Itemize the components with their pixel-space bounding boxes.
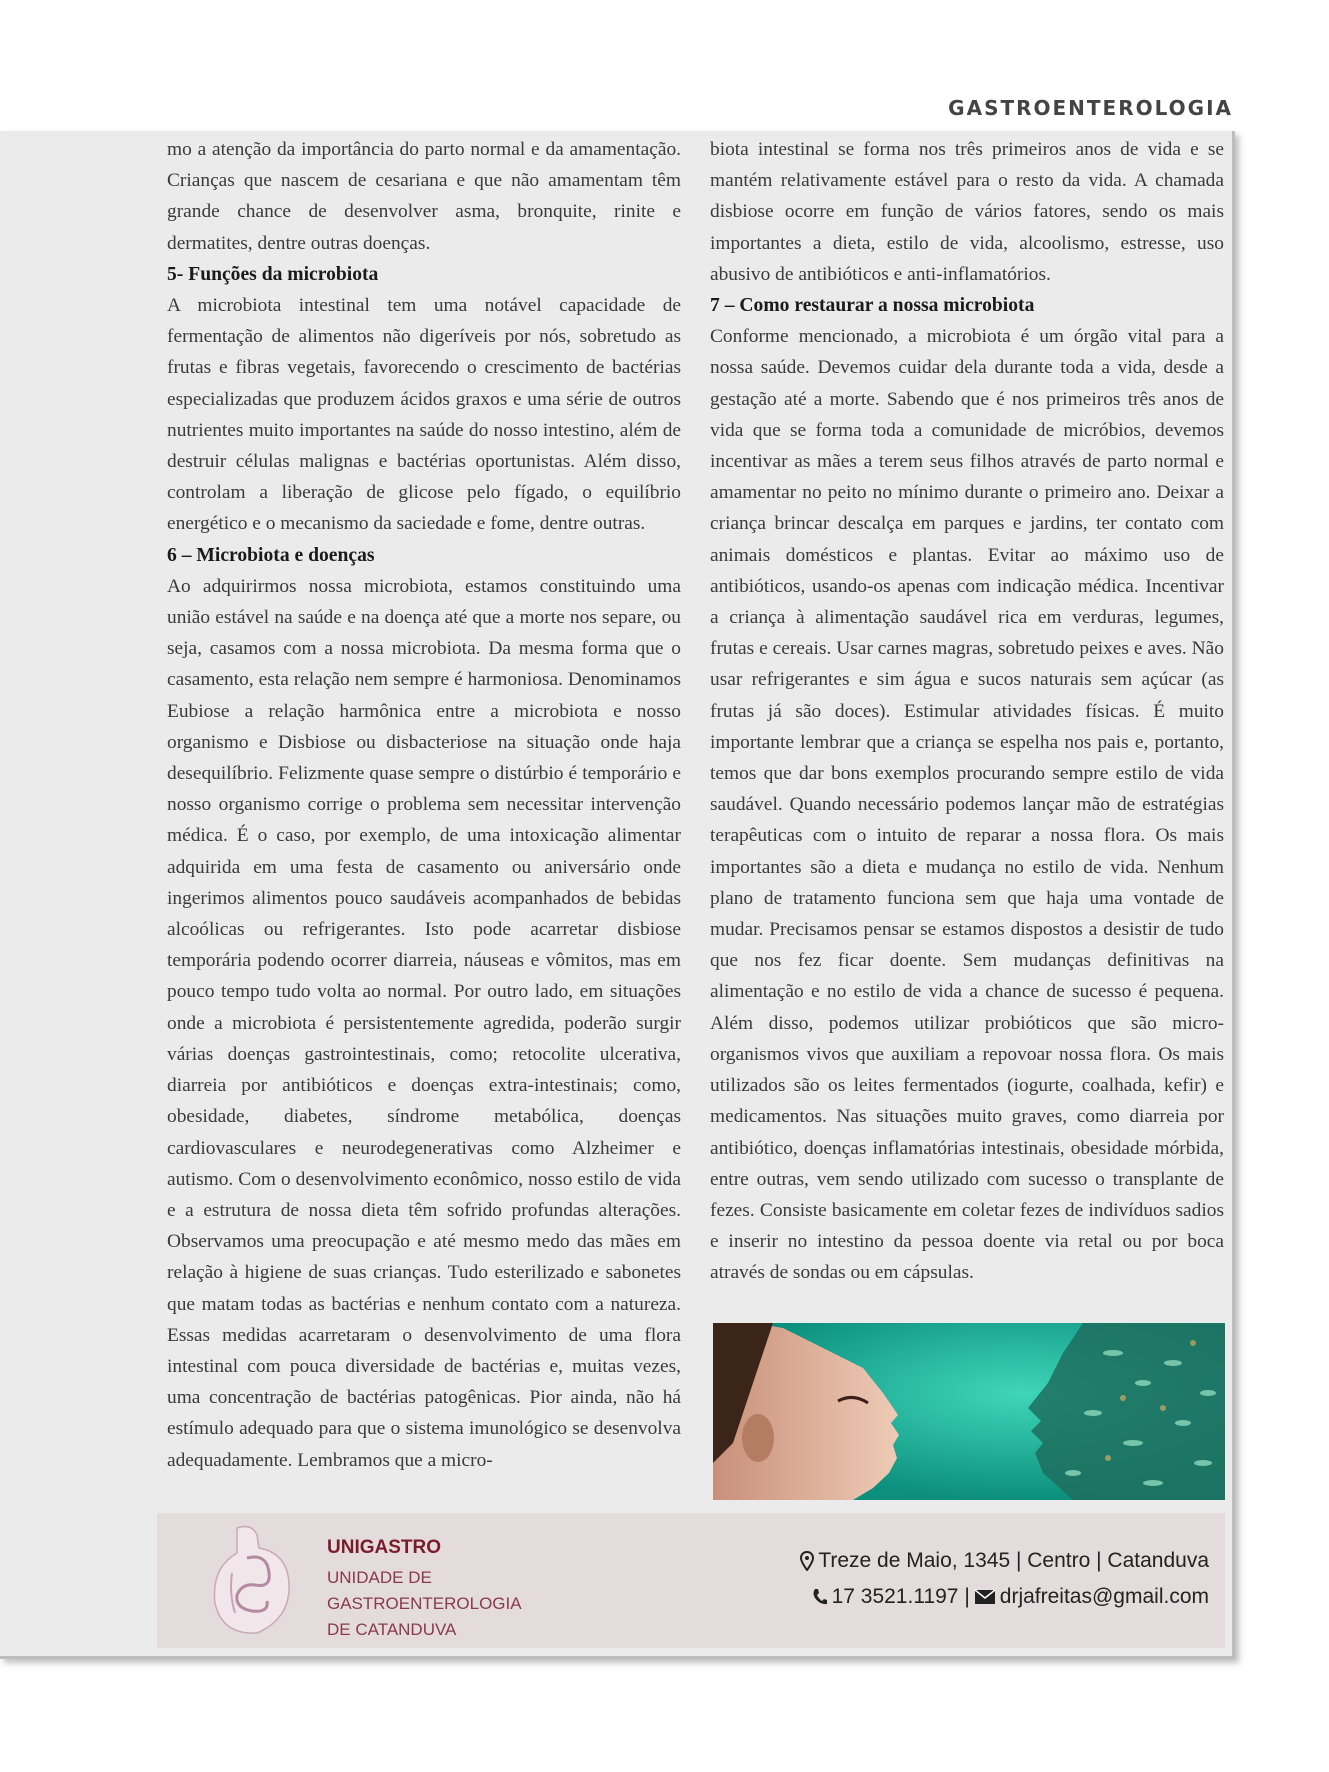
paragraph-6: Ao adquirirmos nossa microbiota, estamos constituindo uma união estável na saúde e na doença até que a morte nos separe, ou seja, casamos com a nossa microbiota. Da mesma forma que o casamento, esta relação nem sempre é harmoniosa. Denominamos Eubiose a relação harmônica entre a microbiota e nosso organismo e Disbiose ou disbacteriose na situação onde haja desequilíbrio. Felizmente quase sempre o distúrbio é temporário e nosso organismo corrige o problema sem necessitar intervenção médica. É o caso, por exemplo, de uma intoxicação alimentar adquirida em uma festa de casamento ou aniversário onde ingerimos alimentos pouco saudáveis acompanhados de bebidas alcoólicas ou refrigerantes. Isto pode acarretar disbiose temporária podendo ocorrer diarreia, náuseas e vômitos, mas em pouco tempo tudo volta ao normal. Por outro lado, em situações onde a microbiota é persistentemente agredida, poderão surgir várias doenças gastrointestinais, como; retocolite ulcerativa, diarreia por antibióticos e doenças extra-intestinais; como, obesidade, diabetes, síndrome metabólica, doenças cardiovasculares e neurodegenerativas como Alzheimer e autismo. Com o desenvolvimento econômico, nosso estilo de vida e a estrutura de nossa dieta têm sofrido profundas alterações. Observamos uma preocupação e até mesmo medo das mães em relação à higiene de suas crianças. Tudo esterilizado e sabonetes que matam todas as bactérias e nenhum contato com a natureza. Essas medidas acarretaram o desenvolvimento de uma flora intestinal com pouca diversidade de bactérias e, muitas vezes, uma concentração de bactérias patogênicas. Pior ainda, não há estímulo adequado para que o sistema imunológico se desenvolva adequadamente. Lembramos que a micro- <box>167 575 681 1471</box>
brand-subtitle-line-1: UNIDADE DE GASTROENTEROLOGIA <box>327 1568 522 1613</box>
brand-name: UNIGASTRO <box>327 1537 441 1558</box>
heading-7: 7 – Como restaurar a nossa microbiota <box>710 295 1035 317</box>
phone-text: 17 3521.1197 | <box>831 1585 970 1608</box>
contact-line <box>812 1585 1209 1609</box>
digestive-system-logo <box>207 1523 297 1638</box>
envelope-icon <box>974 1589 996 1605</box>
paragraph-continued: biota intestinal se forma nos três primeiros anos de vida e se mantém relativamente estável para o resto da vida. A chamada disbiose ocorre em função de vários fatores, sendo os mais importantes a dieta, estilo de vida, alcoolismo, estresse, uso abusivo de antibióticos e anti-inflamatórios. <box>710 139 1224 285</box>
heading-6: 6 – Microbiota e doenças <box>167 544 375 566</box>
phone-icon <box>812 1588 828 1606</box>
paragraph-7: Conforme mencionado, a microbiota é um órgão vital para a nossa saúde. Devemos cuidar dela durante toda a vida, desde a gestação até a morte. Sabendo que é nos primeiros três anos de vida que se forma toda a comunidade de micróbios, devemos incentivar as mães a terem seus filhos através de parto normal e amamentar no peito no mínimo durante o primeiro ano. Deixar a criança brincar descalça em parques e jardins, ter contato com animais domésticos e plantas. Evitar ao máximo uso de antibióticos, usando-os apenas com indicação médica. Incentivar a criança à alimentação saudável rica em verduras, legumes, frutas e cereais. Usar carnes magras, sobretudo peixes e aves. Não usar refrigerantes e sim água e sucos naturais sem açúcar (as frutas já são doces). Estimular atividades físicas. É muito importante lembrar que a criança se espelha nos pais e, portanto, temos que dar bons exemplos procurando sempre estilo de vida saudável. Quando necessário podemos lançar mão de estratégias terapêuticas com o intuito de reparar a nossa flora. Os mais importantes são a dieta e mudança no estilo de vida. Nenhum plano de tratamento funciona sem que haja uma vontade de mudar. Precisamos pensar se estamos dispostos a desistir de tudo que nos fez ficar doente. Sem mudanças definitivas na alimentação e no estilo de vida a chance de sucesso é pequena. Além disso, podemos utilizar probióticos que são micro-organismos vivos que auxiliam a repovoar nossa flora. Os mais utilizados são os leites fermentados (iogurte, coalhada, kefir) e medicamentos. Nas situações muito graves, como diarreia por antibiótico, doenças inflamatórias intestinais, obesidade mórbida, entre outras, vem sendo utilizado com sucesso o transplante de fezes. Consiste basicamente em coletar fezes de indivíduos sadios e inserir no intestino da pessoa doente via retal ou por boca através de sondas ou em cápsulas. <box>710 326 1224 1284</box>
brand-subtitle <box>327 1565 627 1643</box>
face-microbes-illustration <box>713 1323 1225 1500</box>
right-column <box>710 134 1224 1289</box>
paragraph-intro: mo a atenção da importância do parto normal e da amamentação. Crianças que nascem de cesariana e que não amamentam têm grande chance de desenvolver asma, bronquite, rinite e dermatites, dentre outras doenças. <box>167 139 681 254</box>
heading-5: 5- Funções da microbiota <box>167 263 379 285</box>
address-line <box>800 1549 1209 1573</box>
address-text: Treze de Maio, 1345 | Centro | Catanduva <box>818 1549 1209 1572</box>
left-column <box>167 134 681 1476</box>
location-pin-icon <box>800 1551 814 1571</box>
brand-subtitle-line-2: DE CATANDUVA <box>327 1620 457 1639</box>
email-link[interactable]: drjafreitas@gmail.com <box>999 1585 1209 1608</box>
footer-banner <box>157 1513 1225 1648</box>
section-title: GASTROENTEROLOGIA <box>948 96 1233 120</box>
paragraph-5: A microbiota intestinal tem uma notável capacidade de fermentação de alimentos não digeríveis por nós, sobretudo as frutas e fibras vegetais, favorecendo o crescimento de bactérias especializadas que produzem ácidos graxos e uma série de outros nutrientes muito importantes na saúde do nosso intestino, além de destruir células malignas e bactérias oportunistas. Além disso, controlam a liberação de glicose pelo fígado, o equilíbrio energético e o mecanismo da saciedade e fome, dentre outras. <box>167 295 681 535</box>
article-photo <box>713 1323 1225 1500</box>
